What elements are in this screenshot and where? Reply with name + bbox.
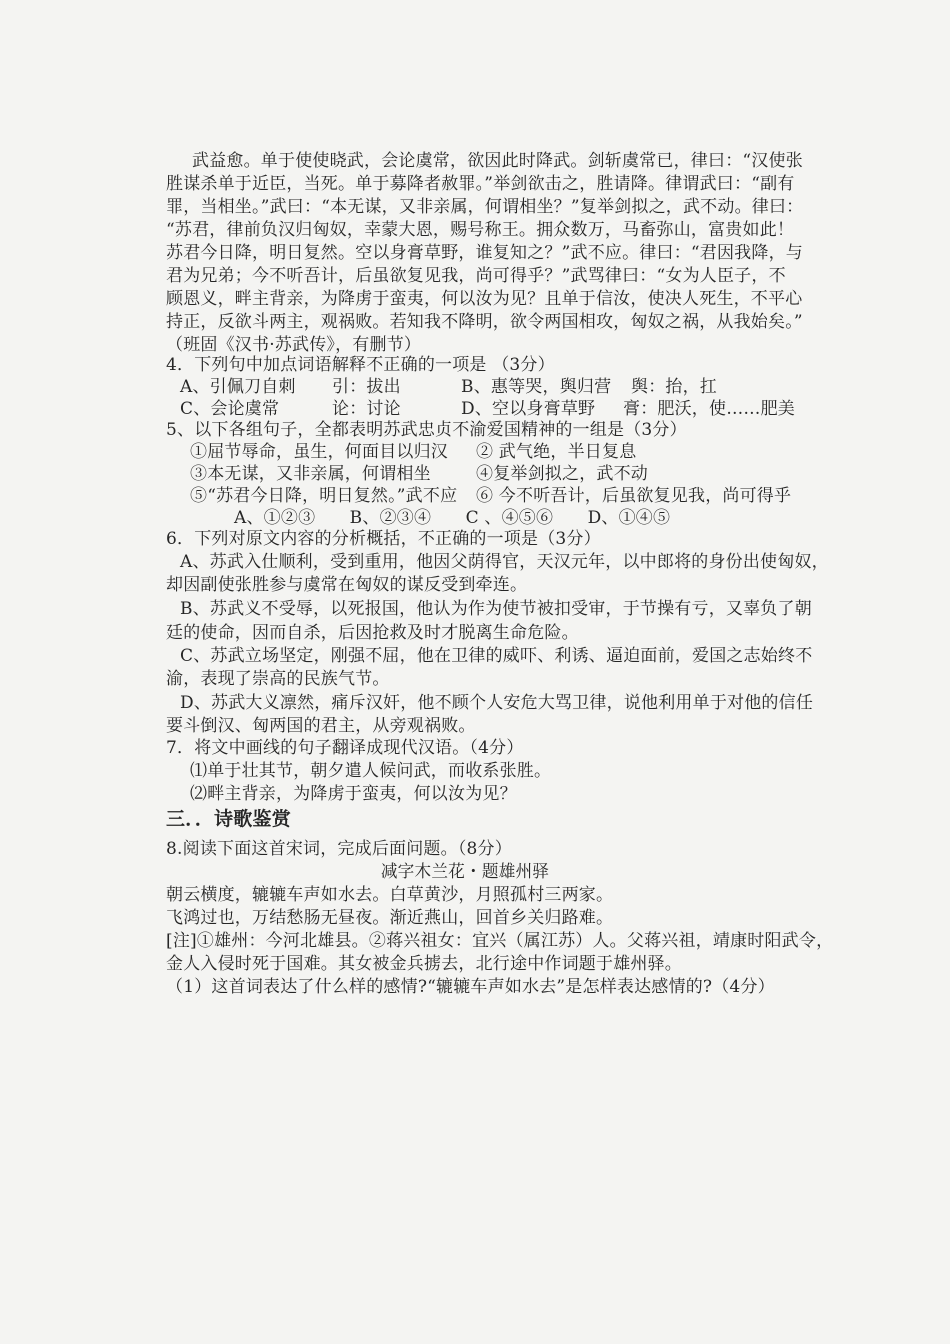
poem-note-line: 金人入侵时死于国难。其女被金兵掳去，北行途中作词题于雄州驿。 bbox=[166, 954, 682, 974]
passage-line: 武益愈。单于使使晓武，会论虞常，欲因此时降武。剑斩虞常已，律曰：“汉使张 bbox=[192, 151, 803, 171]
passage-line: 罪，当相坐。”武曰：“本无谋，又非亲属，何谓相坐？”复举剑拟之，武不动。律曰： bbox=[166, 197, 804, 217]
q6-option-line: D、苏武大义凛然，痛斥汉奸，他不顾个人安危大骂卫律，说他利用单于对他的信任 bbox=[180, 693, 814, 713]
q5-sentence-3: ③本无谋，又非亲属，何谓相坐 bbox=[190, 464, 431, 484]
q8-subquestion-1: （1）这首词表达了什么样的感情?“辘辘车声如水去”是怎样表达感情的?（4分） bbox=[166, 977, 775, 997]
q7-sentence-2: ⑵畔主背亲，为降虏于蛮夷，何以汝为见？ bbox=[190, 784, 517, 804]
q6-option-line: 要斗倒汉、匈两国的君主，从旁观祸败。 bbox=[166, 716, 476, 736]
passage-line: “苏君，律前负汉归匈奴，幸蒙大恩，赐号称王。拥众数万，马畜弥山，富贵如此！ bbox=[166, 220, 795, 240]
q5-sentence-1: ①屈节辱命，虽生，何面目以归汉 bbox=[190, 442, 448, 462]
q8-stem: 8.阅读下面这首宋词，完成后面问题。（8分） bbox=[166, 839, 512, 859]
q5-sentence-6: ⑥ 今不听吾计，后虽欲复见我，尚可得乎 bbox=[476, 486, 792, 506]
q6-option-line: A、苏武入仕顺利，受到重用，他因父荫得官，天汉元年，以中郎将的身份出使匈奴， bbox=[180, 552, 829, 572]
q6-stem: 6．下列对原文内容的分析概括，不正确的一项是（3分） bbox=[166, 529, 601, 549]
q4-option-d: D、空以身膏草野 bbox=[461, 399, 596, 419]
poem-line-1: 朝云横度，辘辘车声如水去。白草黄沙，月照孤村三两家。 bbox=[166, 885, 614, 905]
poem-note-line: [注]①雄州：今河北雄县。②蒋兴祖女：宜兴（属江苏）人。父蒋兴祖，靖康时阳武令， bbox=[166, 931, 834, 951]
section-title: 三．．诗歌鉴赏 bbox=[166, 808, 291, 830]
q5-sentence-2: ② 武气绝，半日复息 bbox=[476, 442, 637, 462]
q4-option-c-note: 论：讨论 bbox=[332, 399, 401, 419]
q4-option-c: C、会论虞常 bbox=[180, 399, 280, 419]
q5-sentence-4: ④复举剑拟之，武不动 bbox=[476, 464, 648, 484]
q4-stem: 4．下列句中加点词语解释不正确的一项是 （3分） bbox=[166, 355, 555, 375]
passage-source: （班固《汉书·苏武传》，有删节） bbox=[166, 335, 422, 355]
q4-option-b-note: 舆：抬，扛 bbox=[631, 377, 717, 397]
q5-stem: 5、以下各组句子，全都表明苏武忠贞不渝爱国精神的一组是（3分） bbox=[166, 420, 687, 440]
q6-option-line: 渝，表现了崇高的民族气节。 bbox=[166, 669, 390, 689]
q6-option-line: 廷的使命，因而自杀，后因抢救及时才脱离生命危险。 bbox=[166, 623, 579, 643]
q7-stem: 7．将文中画线的句子翻译成现代汉语。（4分） bbox=[166, 738, 524, 758]
passage-line: 胜谋杀单于近臣，当死。单于募降者赦罪。”举剑欲击之，胜请降。律谓武曰：“副有 bbox=[166, 174, 795, 194]
q4-option-d-note: 膏：肥沃，使……肥美 bbox=[623, 399, 795, 419]
q5-sentence-5: ⑤“苏君今日降，明日复然。”武不应 bbox=[190, 486, 458, 506]
passage-line: 苏君今日降，明日复然。空以身膏草野，谁复知之？”武不应。律曰：“君因我降，与 bbox=[166, 243, 803, 263]
q6-option-line: B、苏武义不受辱，以死报国，他认为作为使节被扣受审，于节操有亏，又辜负了朝 bbox=[180, 599, 812, 619]
q6-option-line: 却因副使张胜参与虞常在匈奴的谋反受到牵连。 bbox=[166, 575, 528, 595]
q7-sentence-1: ⑴单于壮其节，朝夕遣人候问武，而收系张胜。 bbox=[190, 761, 552, 781]
q4-option-a: A、引佩刀自刺 bbox=[180, 377, 296, 397]
poem-line-2: 飞鸿过也，万结愁肠无昼夜。渐近燕山，回首乡关归路难。 bbox=[166, 908, 614, 928]
poem-title: 减字木兰花・题雄州驿 bbox=[380, 862, 550, 882]
q6-option-line: C、苏武立场坚定，刚强不屈，他在卫律的威吓、利诱、逼迫面前，爱国之志始终不 bbox=[180, 646, 813, 666]
q4-option-b: B、惠等哭，舆归营 bbox=[461, 377, 612, 397]
q4-option-a-note: 引：拔出 bbox=[332, 377, 401, 397]
q5-choices: A、①②③ B、②③④ C 、④⑤⑥ D、①④⑤ bbox=[234, 508, 671, 528]
passage-line: 持正，反欲斗两主，观祸败。若知我不降明，欲令两国相攻，匈奴之祸，从我始矣。” bbox=[166, 312, 803, 332]
passage-line: 顾恩义，畔主背亲，为降虏于蛮夷，何以汝为见？且单于信汝，使决人死生，不平心 bbox=[166, 289, 803, 309]
passage-line: 君为兄弟；今不听吾计，后虽欲复见我，尚可得乎？”武骂律曰：“女为人臣子，不 bbox=[166, 266, 786, 286]
